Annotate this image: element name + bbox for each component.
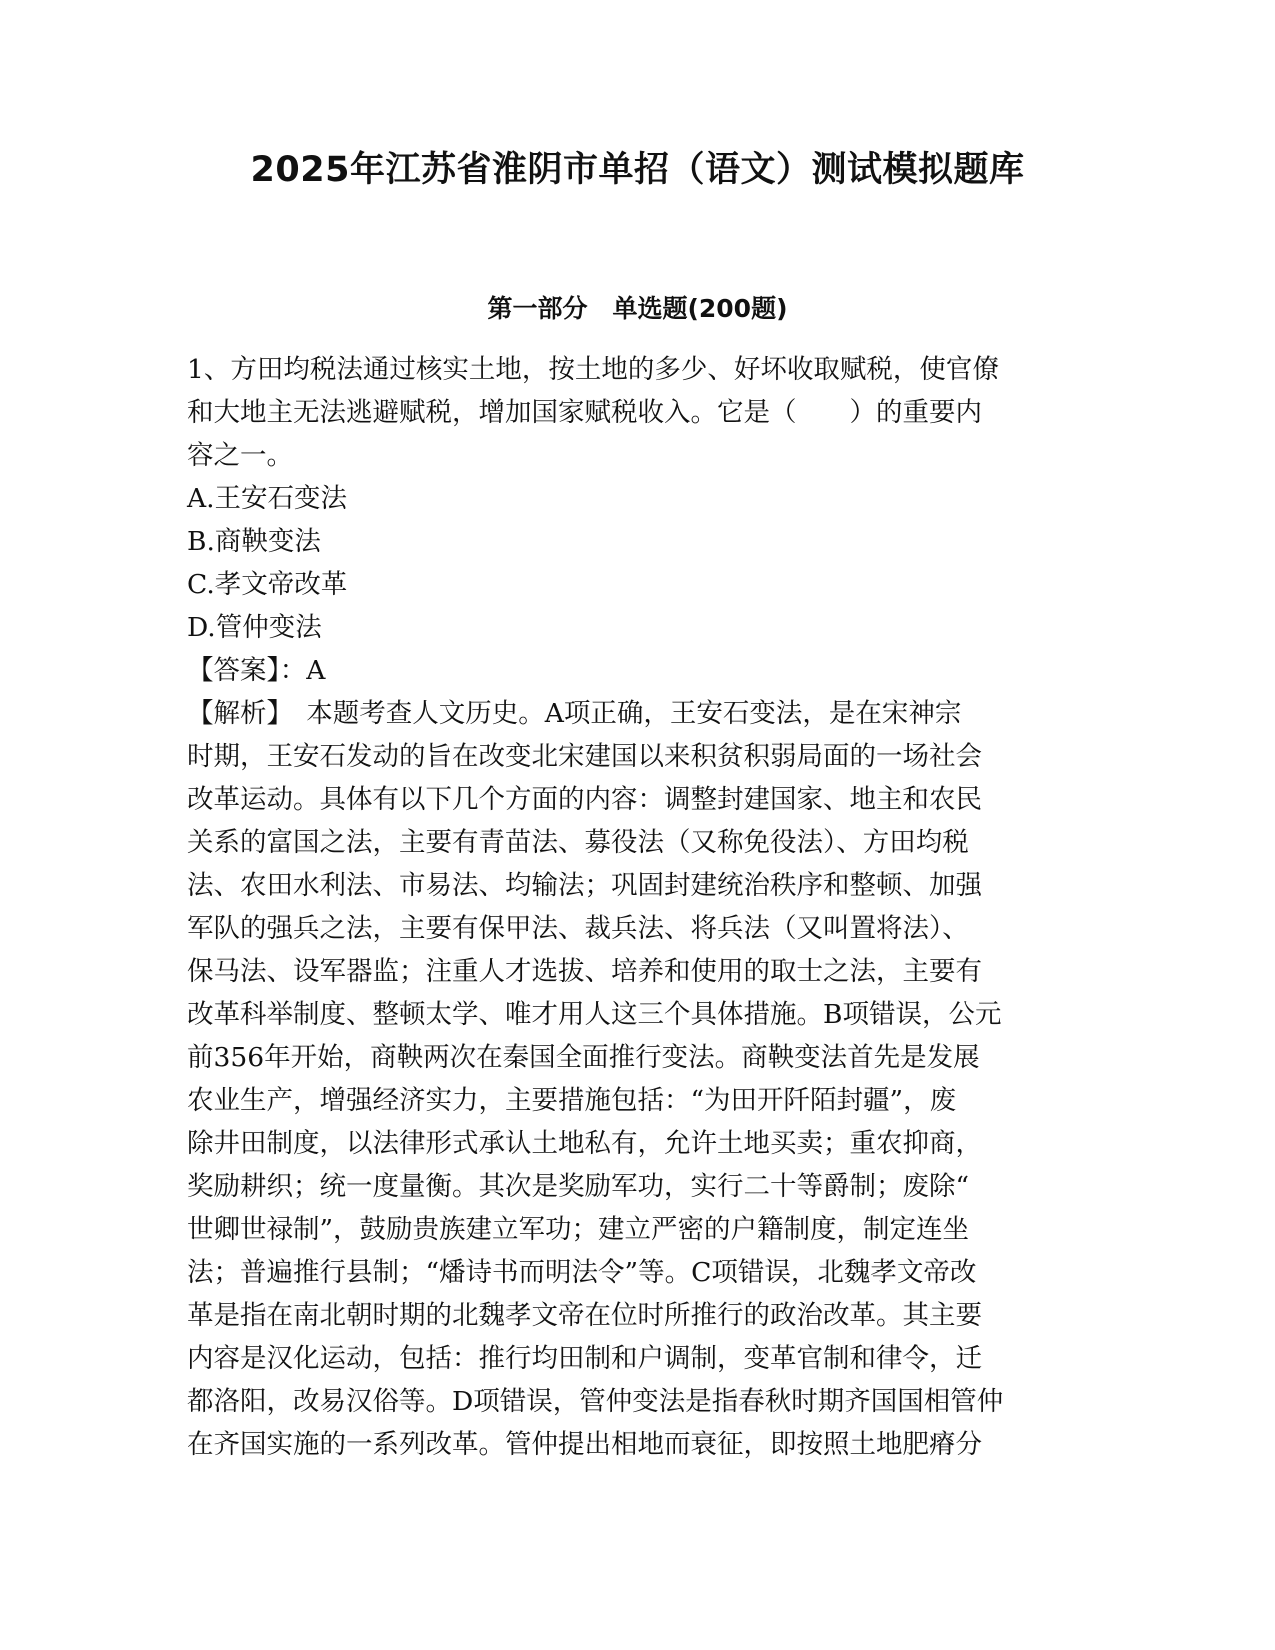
option-c: C.孝文帝改革 [187, 569, 348, 600]
option-a: A.王安石变法 [187, 483, 348, 514]
question-stem [187, 348, 1082, 477]
analysis-line: 内容是汉化运动，包括：推行均田制和户调制，变革官制和律令，迁 [187, 1343, 982, 1374]
analysis-line: 在齐国实施的一系列改革。管仲提出相地而衰征，即按照土地肥瘠分 [187, 1429, 982, 1460]
stem-line: 1、方田均税法通过核实土地，按土地的多少、好坏收取赋税，使官僚 [187, 354, 999, 385]
analysis-line: 关系的富国之法，主要有青苗法、募役法（又称免役法）、方田均税 [187, 827, 969, 858]
analysis-line: 奖励耕织；统一度量衡。其次是奖励军功，实行二十等爵制；废除“ [187, 1171, 970, 1202]
option-d: D.管仲变法 [187, 612, 322, 643]
analysis-line: 时期，王安石发动的旨在改变北宋建国以来积贫积弱局面的一场社会 [187, 741, 982, 772]
section-heading: 第一部分 单选题(200题) [487, 294, 788, 323]
analysis-line: 前356年开始，商鞅两次在秦国全面推行变法。商鞅变法首先是发展 [187, 1042, 980, 1073]
analysis-line: 改革运动。具体有以下几个方面的内容：调整封建国家、地主和农民 [187, 784, 982, 815]
answer-line: 【答案】：A [187, 655, 326, 686]
analysis-line: 世卿世禄制”，鼓励贵族建立军功；建立严密的户籍制度，制定连坐 [187, 1214, 970, 1245]
analysis-line: 都洛阳，改易汉俗等。D项错误，管仲变法是指春秋时期齐国国相管仲 [187, 1386, 1004, 1417]
analysis-line: 法；普遍推行县制；“燔诗书而明法令”等。C项错误，北魏孝文帝改 [187, 1257, 977, 1288]
analysis-line: 革是指在南北朝时期的北魏孝文帝在位时所推行的政治改革。其主要 [187, 1300, 982, 1331]
question-options [187, 477, 1082, 649]
stem-line: 容之一。 [187, 440, 293, 471]
analysis-line: 【解析】 本题考查人文历史。A项正确，王安石变法，是在宋神宗 [187, 698, 962, 729]
analysis-line: 军队的强兵之法，主要有保甲法、裁兵法、将兵法（又叫置将法）、 [187, 913, 969, 944]
document-title: 2025年江苏省淮阴市单招（语文）测试模拟题库 [250, 150, 1025, 190]
analysis-line: 改革科举制度、整顿太学、唯才用人这三个具体措施。B项错误，公元 [187, 999, 1002, 1030]
analysis [187, 692, 1082, 1466]
question-body [187, 348, 1082, 1466]
option-b: B.商鞅变法 [187, 526, 321, 557]
analysis-line: 除井田制度，以法律形式承认土地私有，允许土地买卖；重农抑商， [187, 1128, 982, 1159]
analysis-line: 农业生产，增强经济实力，主要措施包括：“为田开阡陌封疆”，废 [187, 1085, 957, 1116]
analysis-line: 保马法、设军器监；注重人才选拔、培养和使用的取士之法，主要有 [187, 956, 982, 987]
analysis-line: 法、农田水利法、市易法、均输法；巩固封建统治秩序和整顿、加强 [187, 870, 982, 901]
stem-line: 和大地主无法逃避赋税，增加国家赋税收入。它是（ ）的重要内 [187, 397, 982, 428]
